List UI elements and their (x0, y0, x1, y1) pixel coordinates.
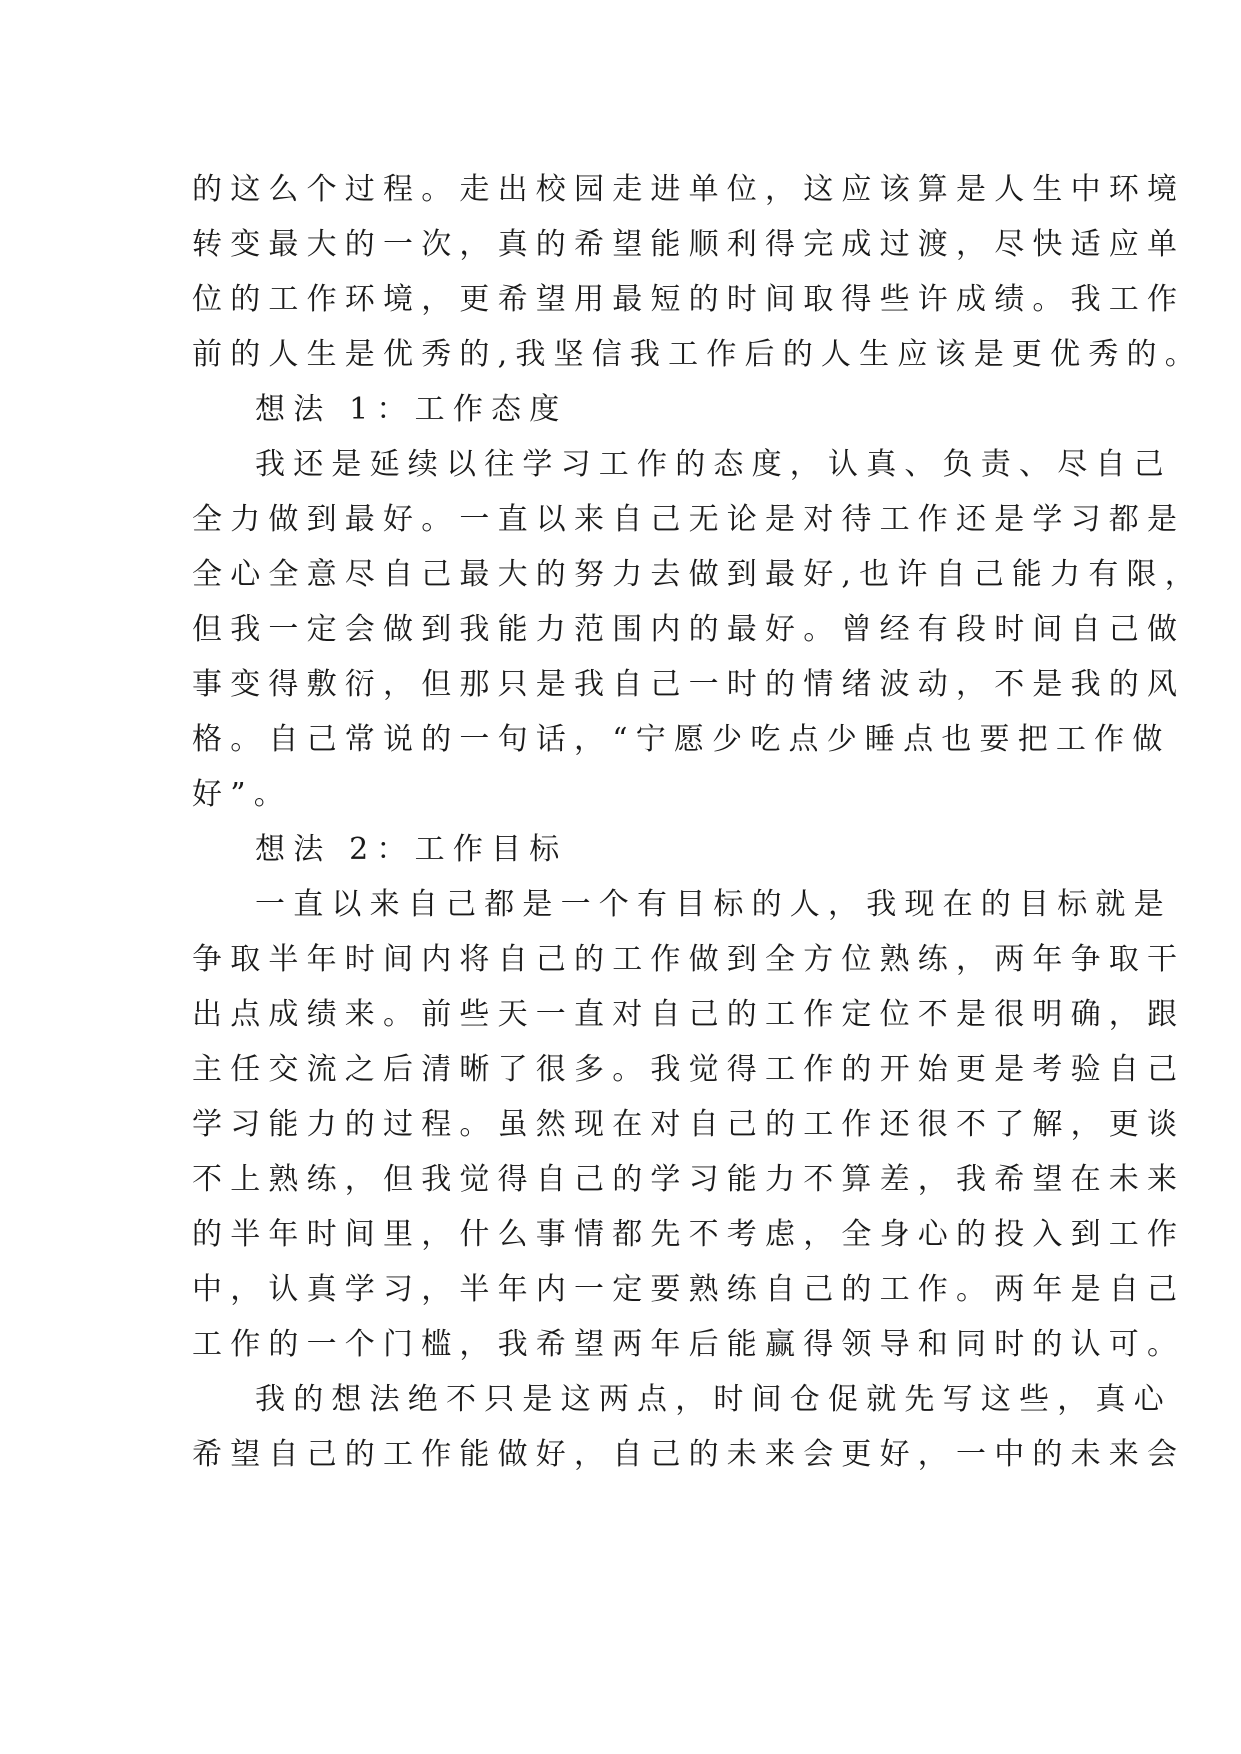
text-line: 我还是延续以往学习工作的态度，认真、负责、尽自己 (255, 447, 1172, 482)
text-line: 的这么个过程。走出校园走进单位，这应该算是人生中环境 (192, 172, 1186, 207)
text-line: 学习能力的过程。虽然现在对自己的工作还很不了解，更谈 (192, 1107, 1186, 1142)
text-line: 我的想法绝不只是这两点，时间仓促就先写这些，真心 (255, 1382, 1172, 1417)
text-line: 主任交流之后清晰了很多。我觉得工作的开始更是考验自己 (192, 1052, 1186, 1087)
text-line: 不上熟练，但我觉得自己的学习能力不算差，我希望在未来 (192, 1162, 1186, 1197)
text-line: 位的工作环境，更希望用最短的时间取得些许成绩。我工作 (192, 282, 1186, 317)
document-body (192, 162, 1203, 1482)
text-line: 一直以来自己都是一个有目标的人，我现在的目标就是 (255, 887, 1172, 922)
text-line: 中，认真学习，半年内一定要熟练自己的工作。两年是自己 (192, 1272, 1186, 1307)
text-line: 转变最大的一次，真的希望能顺利得完成过渡，尽快适应单 (192, 227, 1186, 262)
text-line: 出点成绩来。前些天一直对自己的工作定位不是很明确，跟 (192, 997, 1186, 1032)
text-line: 前的人生是优秀的,我坚信我工作后的人生应该是更优秀的。 (192, 337, 1203, 372)
text-line: 但我一定会做到我能力范围内的最好。曾经有段时间自己做 (192, 612, 1186, 647)
text-line: 的半年时间里，什么事情都先不考虑，全身心的投入到工作 (192, 1217, 1186, 1252)
text-line: 希望自己的工作能做好，自己的未来会更好，一中的未来会 (192, 1437, 1186, 1472)
text-line: 工作的一个门槛，我希望两年后能赢得领导和同时的认可。 (192, 1327, 1186, 1362)
text-line: 想法 2：工作目标 (255, 832, 568, 867)
text-line: 争取半年时间内将自己的工作做到全方位熟练，两年争取干 (192, 942, 1186, 977)
text-line: 事变得敷衍，但那只是我自己一时的情绪波动，不是我的风 (192, 667, 1186, 702)
text-line: 想法 1：工作态度 (255, 392, 568, 427)
text-line: 好”。 (192, 777, 292, 812)
text-line: 全心全意尽自己最大的努力去做到最好,也许自己能力有限， (192, 557, 1203, 592)
text-line: 格。自己常说的一句话，“宁愿少吃点少睡点也要把工作做 (192, 722, 1171, 757)
text-line: 全力做到最好。一直以来自己无论是对待工作还是学习都是 (192, 502, 1186, 537)
